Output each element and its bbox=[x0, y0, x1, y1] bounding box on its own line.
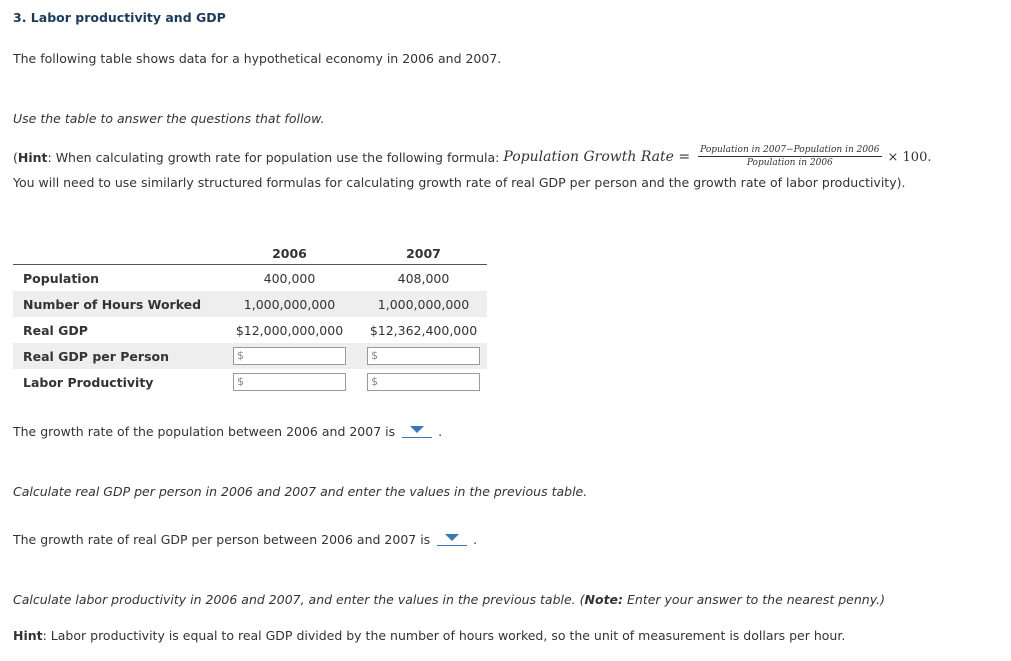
dollar-sign: $ bbox=[237, 375, 244, 388]
labor-productivity-hint bbox=[13, 628, 845, 643]
labor-productivity-2006-cell bbox=[219, 369, 360, 395]
formula-denominator: Population in 2006 bbox=[746, 157, 833, 168]
period: . bbox=[438, 424, 443, 439]
formula-numerator: Population in 2007−Population in 2006 bbox=[700, 144, 880, 155]
row-label: Real GDP bbox=[23, 322, 88, 338]
real-gdp-2006: $12,000,000,000 bbox=[235, 322, 344, 338]
gdp-per-person-2007-input[interactable] bbox=[367, 347, 480, 365]
gdp-per-person-2007-cell bbox=[360, 343, 487, 369]
row-label: Real GDP per Person bbox=[13, 343, 219, 369]
hint-label: Hint bbox=[17, 149, 48, 165]
dollar-sign: $ bbox=[237, 349, 244, 362]
table-row-gdp-per-person bbox=[13, 343, 487, 369]
header-2007: 2007 bbox=[406, 246, 441, 261]
row-label: Number of Hours Worked bbox=[13, 291, 219, 317]
hint-label: Hint bbox=[13, 628, 43, 643]
table-row-labor-productivity bbox=[13, 369, 487, 395]
gdp-per-person-growth-dropdown[interactable] bbox=[437, 531, 467, 546]
period: . bbox=[473, 532, 478, 547]
labor-productivity-2007-cell bbox=[360, 369, 487, 395]
hours-2007: 1,000,000,000 bbox=[360, 291, 487, 317]
row-label: Population bbox=[23, 270, 100, 286]
gdp-per-person-2006-input[interactable] bbox=[233, 347, 346, 365]
hint-text: : When calculating growth rate for population use the following formula: bbox=[47, 149, 500, 165]
population-growth-question bbox=[13, 424, 442, 440]
question-text: The growth rate of real GDP per person between 2006 and 2007 is bbox=[13, 532, 431, 547]
labor-productivity-2006-input[interactable] bbox=[233, 373, 346, 391]
formula-fraction bbox=[698, 145, 881, 168]
population-growth-dropdown[interactable] bbox=[402, 423, 432, 438]
instruction-text: Use the table to answer the questions that follow. bbox=[13, 111, 325, 126]
intro-text: The following table shows data for a hypothetical economy in 2006 and 2007. bbox=[13, 51, 502, 66]
note-text: Enter your answer to the nearest penny.) bbox=[623, 592, 885, 607]
dollar-sign: $ bbox=[371, 375, 378, 388]
hint-open-paren: ( bbox=[13, 149, 18, 165]
hint-text: : Labor productivity is equal to real GDP divided by the number of hours worked, so the unit of measurement is dollars per hour. bbox=[42, 628, 846, 643]
table-row-hours bbox=[13, 291, 487, 317]
dollar-sign: $ bbox=[371, 349, 378, 362]
gdp-per-person-2006-cell bbox=[219, 343, 360, 369]
header-2006: 2006 bbox=[272, 246, 307, 261]
table-row-population bbox=[13, 265, 487, 292]
data-table bbox=[13, 243, 487, 395]
row-label: Labor Productivity bbox=[23, 374, 154, 390]
calc-labor-productivity-instruction bbox=[13, 592, 885, 607]
formula-lhs: Population Growth Rate = bbox=[503, 149, 691, 165]
question-title: 3. Labor productivity and GDP bbox=[13, 10, 226, 25]
calc-gdp-per-person-instruction: Calculate real GDP per person in 2006 and 2007 and enter the values in the previous table. bbox=[13, 484, 588, 499]
formula-times-100: × 100. bbox=[887, 149, 932, 165]
real-gdp-2007: $12,362,400,000 bbox=[369, 322, 478, 338]
labor-productivity-2007-input[interactable] bbox=[367, 373, 480, 391]
question-text: The growth rate of the population between 2006 and 2007 is bbox=[13, 424, 396, 439]
hint-line-2: You will need to use similarly structured formulas for calculating growth rate of real GDP per person and the growth rate of labor productivity). bbox=[13, 175, 906, 190]
hours-2006: 1,000,000,000 bbox=[219, 291, 360, 317]
table-header-row bbox=[13, 243, 487, 265]
table-row-real-gdp bbox=[13, 317, 487, 343]
header-empty bbox=[13, 243, 219, 265]
note-label: Note: bbox=[584, 592, 624, 607]
hint-formula-line bbox=[13, 145, 932, 169]
gdp-per-person-growth-question bbox=[13, 532, 477, 548]
population-2006: 400,000 bbox=[263, 270, 316, 286]
population-2007: 408,000 bbox=[397, 270, 450, 286]
instruction-text: Calculate labor productivity in 2006 and 2007, and enter the values in the previous table. ( bbox=[13, 592, 585, 607]
